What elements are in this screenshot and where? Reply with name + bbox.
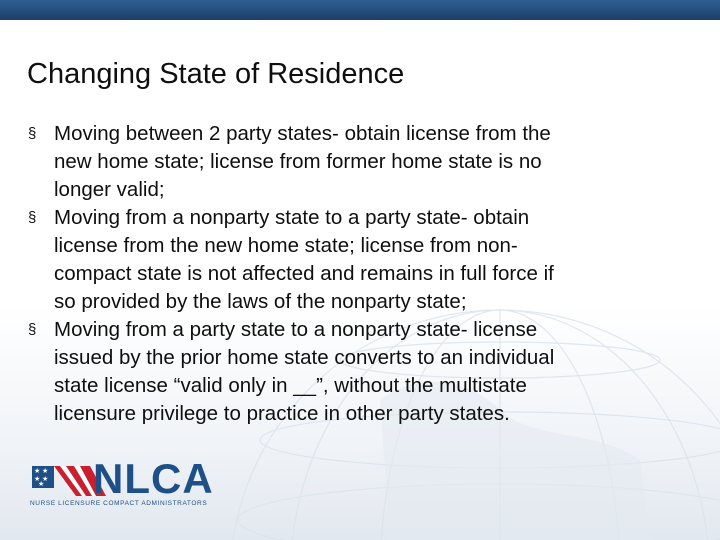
bullet-line: Moving from a party state to a nonparty state- license (54, 318, 538, 341)
bullet-line: Moving from a nonparty state to a party state- obtain (54, 206, 530, 229)
bullet-marker: § (28, 125, 37, 142)
bullet-item (28, 204, 668, 316)
bullet-item (28, 316, 668, 428)
bullet-line: longer valid; (54, 178, 165, 201)
logo-text: NLCA (93, 455, 214, 502)
bullet-line: issued by the prior home state converts to an individual (54, 346, 555, 369)
svg-text:★: ★ (34, 476, 41, 483)
bullet-line: new home state; license from former home state is no (54, 150, 542, 173)
svg-text:★: ★ (42, 468, 49, 475)
svg-text:★: ★ (38, 481, 45, 488)
logo-tagline: NURSE LICENSURE COMPACT ADMINISTRATORS (30, 500, 208, 507)
bullet-line: license from the new home state; license from non- (54, 234, 518, 257)
bullet-line: compact state is not affected and remains in full force if (54, 262, 554, 285)
svg-text:★: ★ (34, 468, 41, 475)
bullet-line: Moving between 2 party states- obtain license from the (54, 122, 551, 145)
bullet-line: licensure privilege to practice in other party states. (54, 402, 510, 425)
svg-text:★: ★ (42, 476, 49, 483)
header-bar (0, 0, 720, 20)
bullet-item (28, 120, 668, 204)
bullet-line: so provided by the laws of the nonparty state; (54, 290, 467, 313)
bullet-marker: § (28, 321, 37, 338)
bullet-list (28, 120, 668, 428)
slide-title: Changing State of Residence (27, 58, 405, 90)
bullet-marker: § (28, 209, 37, 226)
bullet-line: state license “valid only in __”, without the multistate (54, 374, 527, 397)
